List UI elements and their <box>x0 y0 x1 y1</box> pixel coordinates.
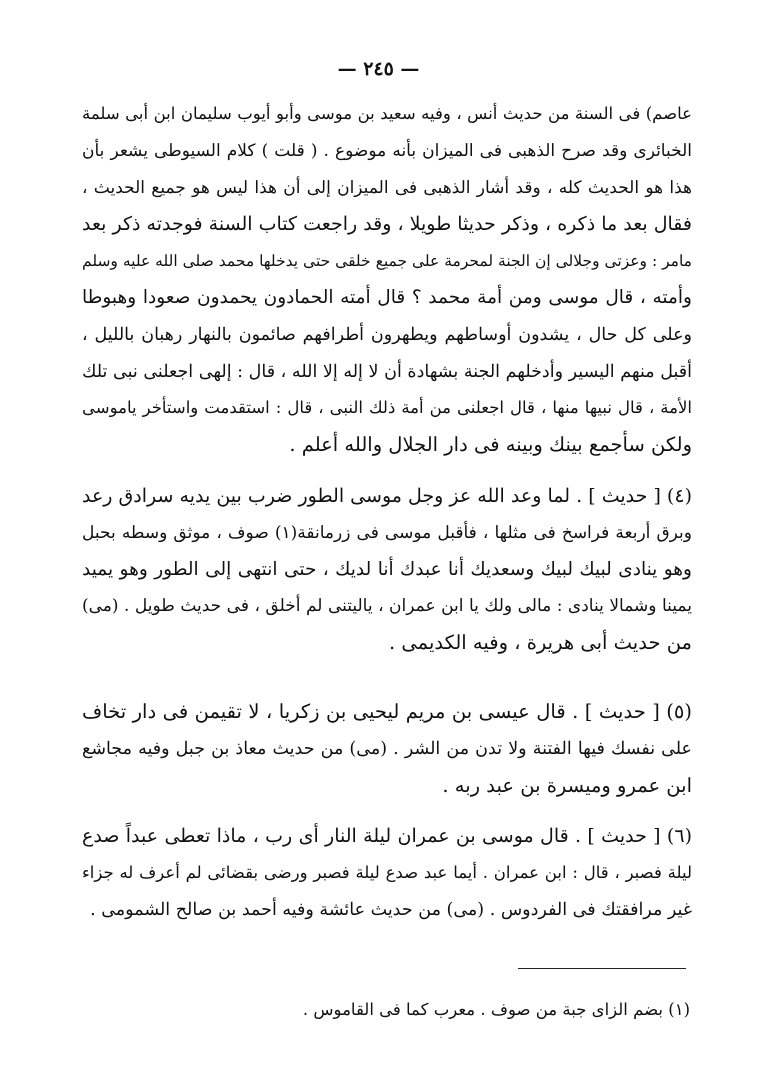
text-line: يمينا وشمالا ينادى : مالى ولك يا ابن عمران ، ياليتنى لم أخلق ، فى حديث طويل . (مى) <box>82 596 692 617</box>
text-line: فقال بعد ما ذكره ، وذكر حديثا طويلا ، وقد راجعت كتاب السنة فوجدته ذكر بعد <box>82 213 692 236</box>
text-line: ولكن سأجمع بينك وبينه فى دار الجلال والله أعلم . <box>289 433 692 457</box>
text-line: ابن عمرو وميسرة بن عبد ربه . <box>442 773 692 797</box>
text-line: أقبل منهم اليسير وأدخلهم الجنة بشهادة أن لا إله إلا الله ، قال : إلهى اجعلنى نبى تلك <box>82 361 692 382</box>
paragraph-hadith-4 <box>82 478 692 662</box>
text-line: وبرق أربعة فراسخ فى مثلها ، فأقبل موسى فى زرمانقة(١) صوف ، موثق وسطه بحبل <box>82 522 692 543</box>
paragraph-hadith-6 <box>82 818 692 928</box>
text-line: (٥) [ حديث ] . قال عيسى بن مريم ليحيى بن زكريا ، لا تقيمن فى دار تخاف <box>82 700 692 723</box>
text-line: من حديث أبى هريرة ، وفيه الكديمى . <box>389 631 692 655</box>
text-line: الخبائرى وقد صرح الذهبى فى الميزان بأنه موضوع . ( قلت ) كلام السيوطى يشعر بأن <box>82 140 692 161</box>
text-line: وعلى كل حال ، يشدون أوساطهم ويطهرون أطرافهم صائمون بالنهار رهبان بالليل ، <box>82 324 692 345</box>
footnote-divider <box>518 968 686 969</box>
text-line: على نفسك فيها الفتنة ولا تدن من الشر . (مى) من حديث معاذ بن جبل وفيه مجاشع <box>82 738 692 759</box>
text-line: غير مرافقتك فى الفردوس . (مى) من حديث عائشة وفيه أحمد بن صالح الشمومى . <box>90 899 692 920</box>
text-line: هذا هو الحديث كله ، وقد أشار الذهبى فى الميزان إلى أن هذا ليس هو جميع الحديث ، <box>82 177 692 198</box>
footnote: (١) بضم الزاى جبة من صوف . معرب كما فى القاموس . <box>302 1000 690 1019</box>
paragraph-hadith-5 <box>82 694 692 804</box>
text-line: (٦) [ حديث ] . قال موسى بن عمران ليلة النار أى رب ، ماذا تعطى عبداً صدع <box>82 825 692 847</box>
text-line: وهو ينادى لبيك لبيك وسعديك أنا عبدك أنا لديك ، حتى انتهى إلى الطور وهو يميد <box>82 558 692 580</box>
paragraph-continuation <box>82 96 692 464</box>
text-line: الأمة ، قال نبيها منها ، قال اجعلنى من أمة ذلك النبى ، قال : استقدمت واستأخر ياموسى <box>82 398 692 418</box>
text-line: عاصم) فى السنة من حديث أنس ، وفيه سعيد بن موسى وأبو أيوب سليمان ابن أبى سلمة <box>82 104 692 123</box>
text-line: مامر : وعزتى وجلالى إن الجنة لمحرمة على جميع خلقى حتى يدخلها محمد صلى الله عليه وسلم <box>82 252 692 271</box>
page-number: — ٢٤٥ — <box>337 58 420 80</box>
text-line: وأمته ، قال موسى ومن أمة محمد ؟ قال أمته الحمادون يحمدون صعودا وهبوطا <box>82 286 692 308</box>
text-line: ليلة فصبر ، قال : ابن عمران . أيما عبد صدع ليلة فصبر ورضى بقضائى لم أعرف له جزاء <box>82 862 692 882</box>
text-line: (٤) [ حديث ] . لما وعد الله عز وجل موسى الطور ضرب بين يديه سرادق رعد <box>82 485 692 507</box>
